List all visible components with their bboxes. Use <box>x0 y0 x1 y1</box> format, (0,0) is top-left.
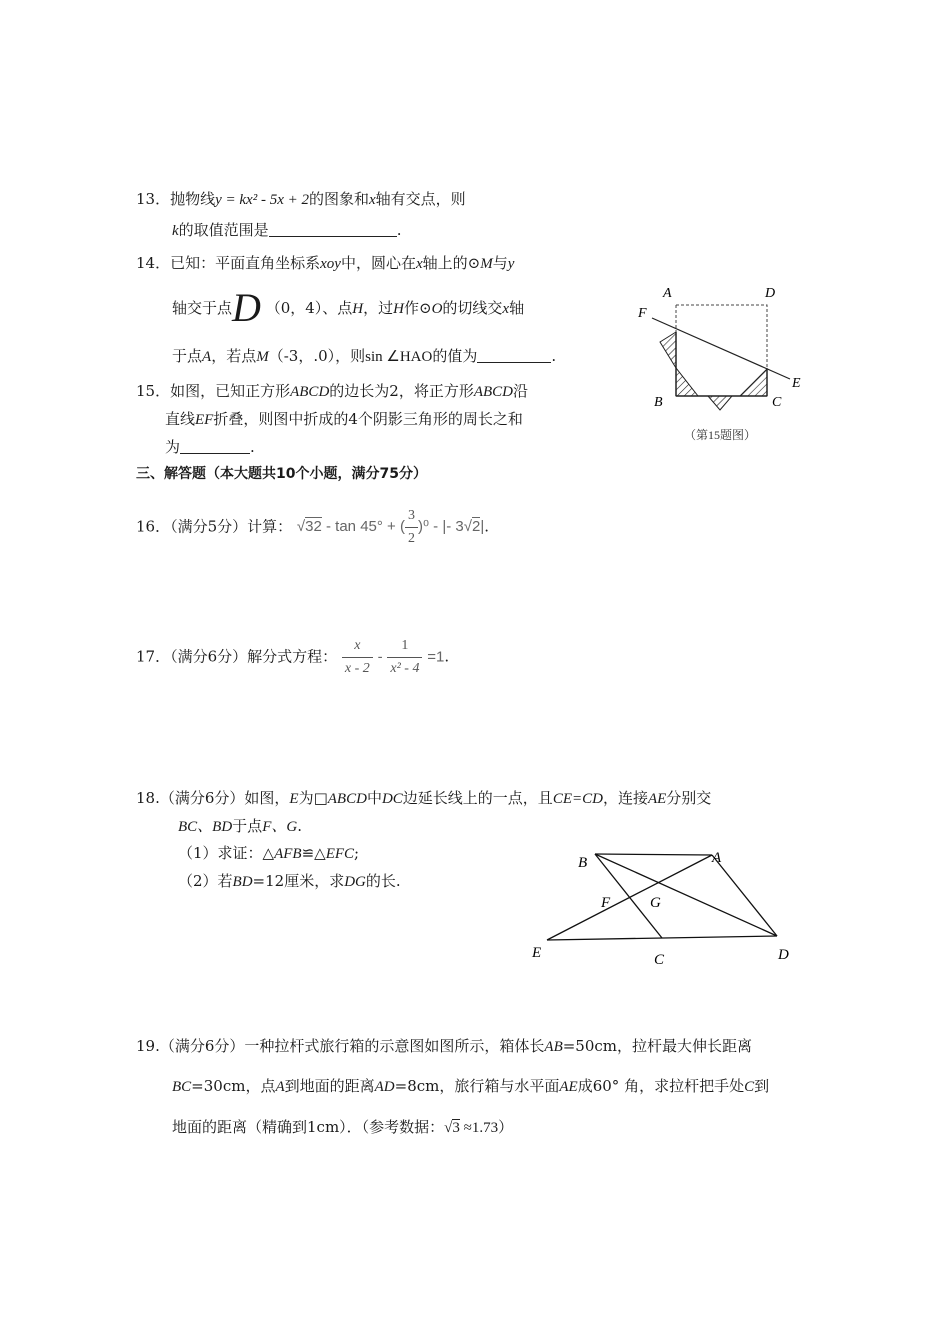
q14-answer-blank[interactable] <box>477 348 551 363</box>
q15-figure <box>630 280 820 450</box>
shaded-triangle-1 <box>660 332 676 368</box>
q15-line2: 直线EF折叠，则图中折成的4个阴影三角形的周长之和 <box>165 410 523 428</box>
label-B: B <box>654 395 663 410</box>
q18-part1: （1）求证：△AFB≌△EFC; <box>178 844 360 862</box>
q13-formula: y = kx² - 5x + 2 <box>215 192 309 208</box>
q15-line3: 为 . <box>165 438 255 456</box>
q18-line2: BC、BD于点F、G. <box>178 817 302 835</box>
section-3-heading: 三、解答题（本大题共10个小题，满分75分） <box>136 466 427 482</box>
segment-AE <box>547 855 712 940</box>
q19-line3: 地面的距离（精确到1cm）．（参考数据：√3 ≈1.73） <box>172 1118 514 1136</box>
label-D: D <box>778 947 789 963</box>
q18-figure <box>520 840 810 975</box>
q15-line1: 15．如图，已知正方形ABCD的边长为2，将正方形ABCD沿 <box>136 382 529 400</box>
q14-line3: 于点A，若点M（-3，.0），则sin ∠HAO的值为 . <box>172 347 557 365</box>
q13-line1: 13．抛物线y = kx² - 5x + 2的图象和x轴有交点，则 <box>136 190 466 208</box>
diagonal-BD <box>595 854 777 936</box>
shaded-triangle-3 <box>708 396 732 410</box>
q15-answer-blank[interactable] <box>180 439 250 454</box>
q18-part2: （2）若BD=12厘米，求DG的长. <box>178 872 401 890</box>
label-F: F <box>638 306 647 321</box>
label-C: C <box>654 952 665 968</box>
label-E: E <box>792 376 801 391</box>
label-G: G <box>650 895 661 911</box>
q14-big-D: D <box>232 285 261 330</box>
q16-expression: √32 - tan 45° + ( $\frac{3}{2}$ )⁰ - |- 3√2| <box>297 518 484 535</box>
label-A: A <box>663 286 672 301</box>
edge-BA <box>595 854 712 855</box>
q17-fraction-1: $\frac{x}{x - 2}$ <box>342 636 373 679</box>
q17-fraction-2: $\frac{1}{\text{x² - 4}}$ <box>387 636 422 679</box>
label-F: F <box>601 895 611 911</box>
figure-caption: （第15题图） <box>684 428 757 442</box>
shaded-triangle-4 <box>740 369 767 396</box>
q18-line1: 18.（满分6分）如图，E为□ABCD中DC边延长线上的一点，且CE=CD，连接AE分别交 <box>136 789 712 807</box>
q16-line: 16．（满分5分）计算： √32 - tan 45° + ( $\frac{3}{2}$ )⁰ - |- 3√2|. <box>136 506 489 549</box>
q13-answer-blank[interactable] <box>269 222 397 237</box>
label-D: D <box>765 286 776 301</box>
q14-line2: 轴交于点D （0，4）、点H，过H作⊙O的切线交x轴 <box>172 285 525 330</box>
edge-AD <box>712 855 777 936</box>
q17-line: 17．（满分6分）解分式方程： $\frac{x}{x - 2}$ - $\frac{1}{\text{x² - 4}}$ =1. <box>136 636 449 679</box>
label-A: A <box>712 850 722 866</box>
label-B: B <box>578 855 588 871</box>
q14-line1: 14．已知：平面直角坐标系xoy中，圆心在x轴上的⊙M与y <box>136 254 515 272</box>
square-dashed-edges <box>676 305 767 369</box>
q13-number: 13． <box>136 190 171 208</box>
label-C: C <box>772 395 782 410</box>
label-E: E <box>532 945 542 961</box>
q19-line2: BC=30cm，点A到地面的距离AD=8cm，旅行箱与水平面AE成60° 角，求拉杆把手处C到 <box>172 1077 770 1095</box>
q13-line2: k的取值范围是 . <box>172 221 402 239</box>
shaded-triangle-2 <box>676 368 698 396</box>
q19-line1: 19.（满分6分）一种拉杆式旅行箱的示意图如图所示，箱体长AB=50cm，拉杆最大伸长距离 <box>136 1037 753 1055</box>
